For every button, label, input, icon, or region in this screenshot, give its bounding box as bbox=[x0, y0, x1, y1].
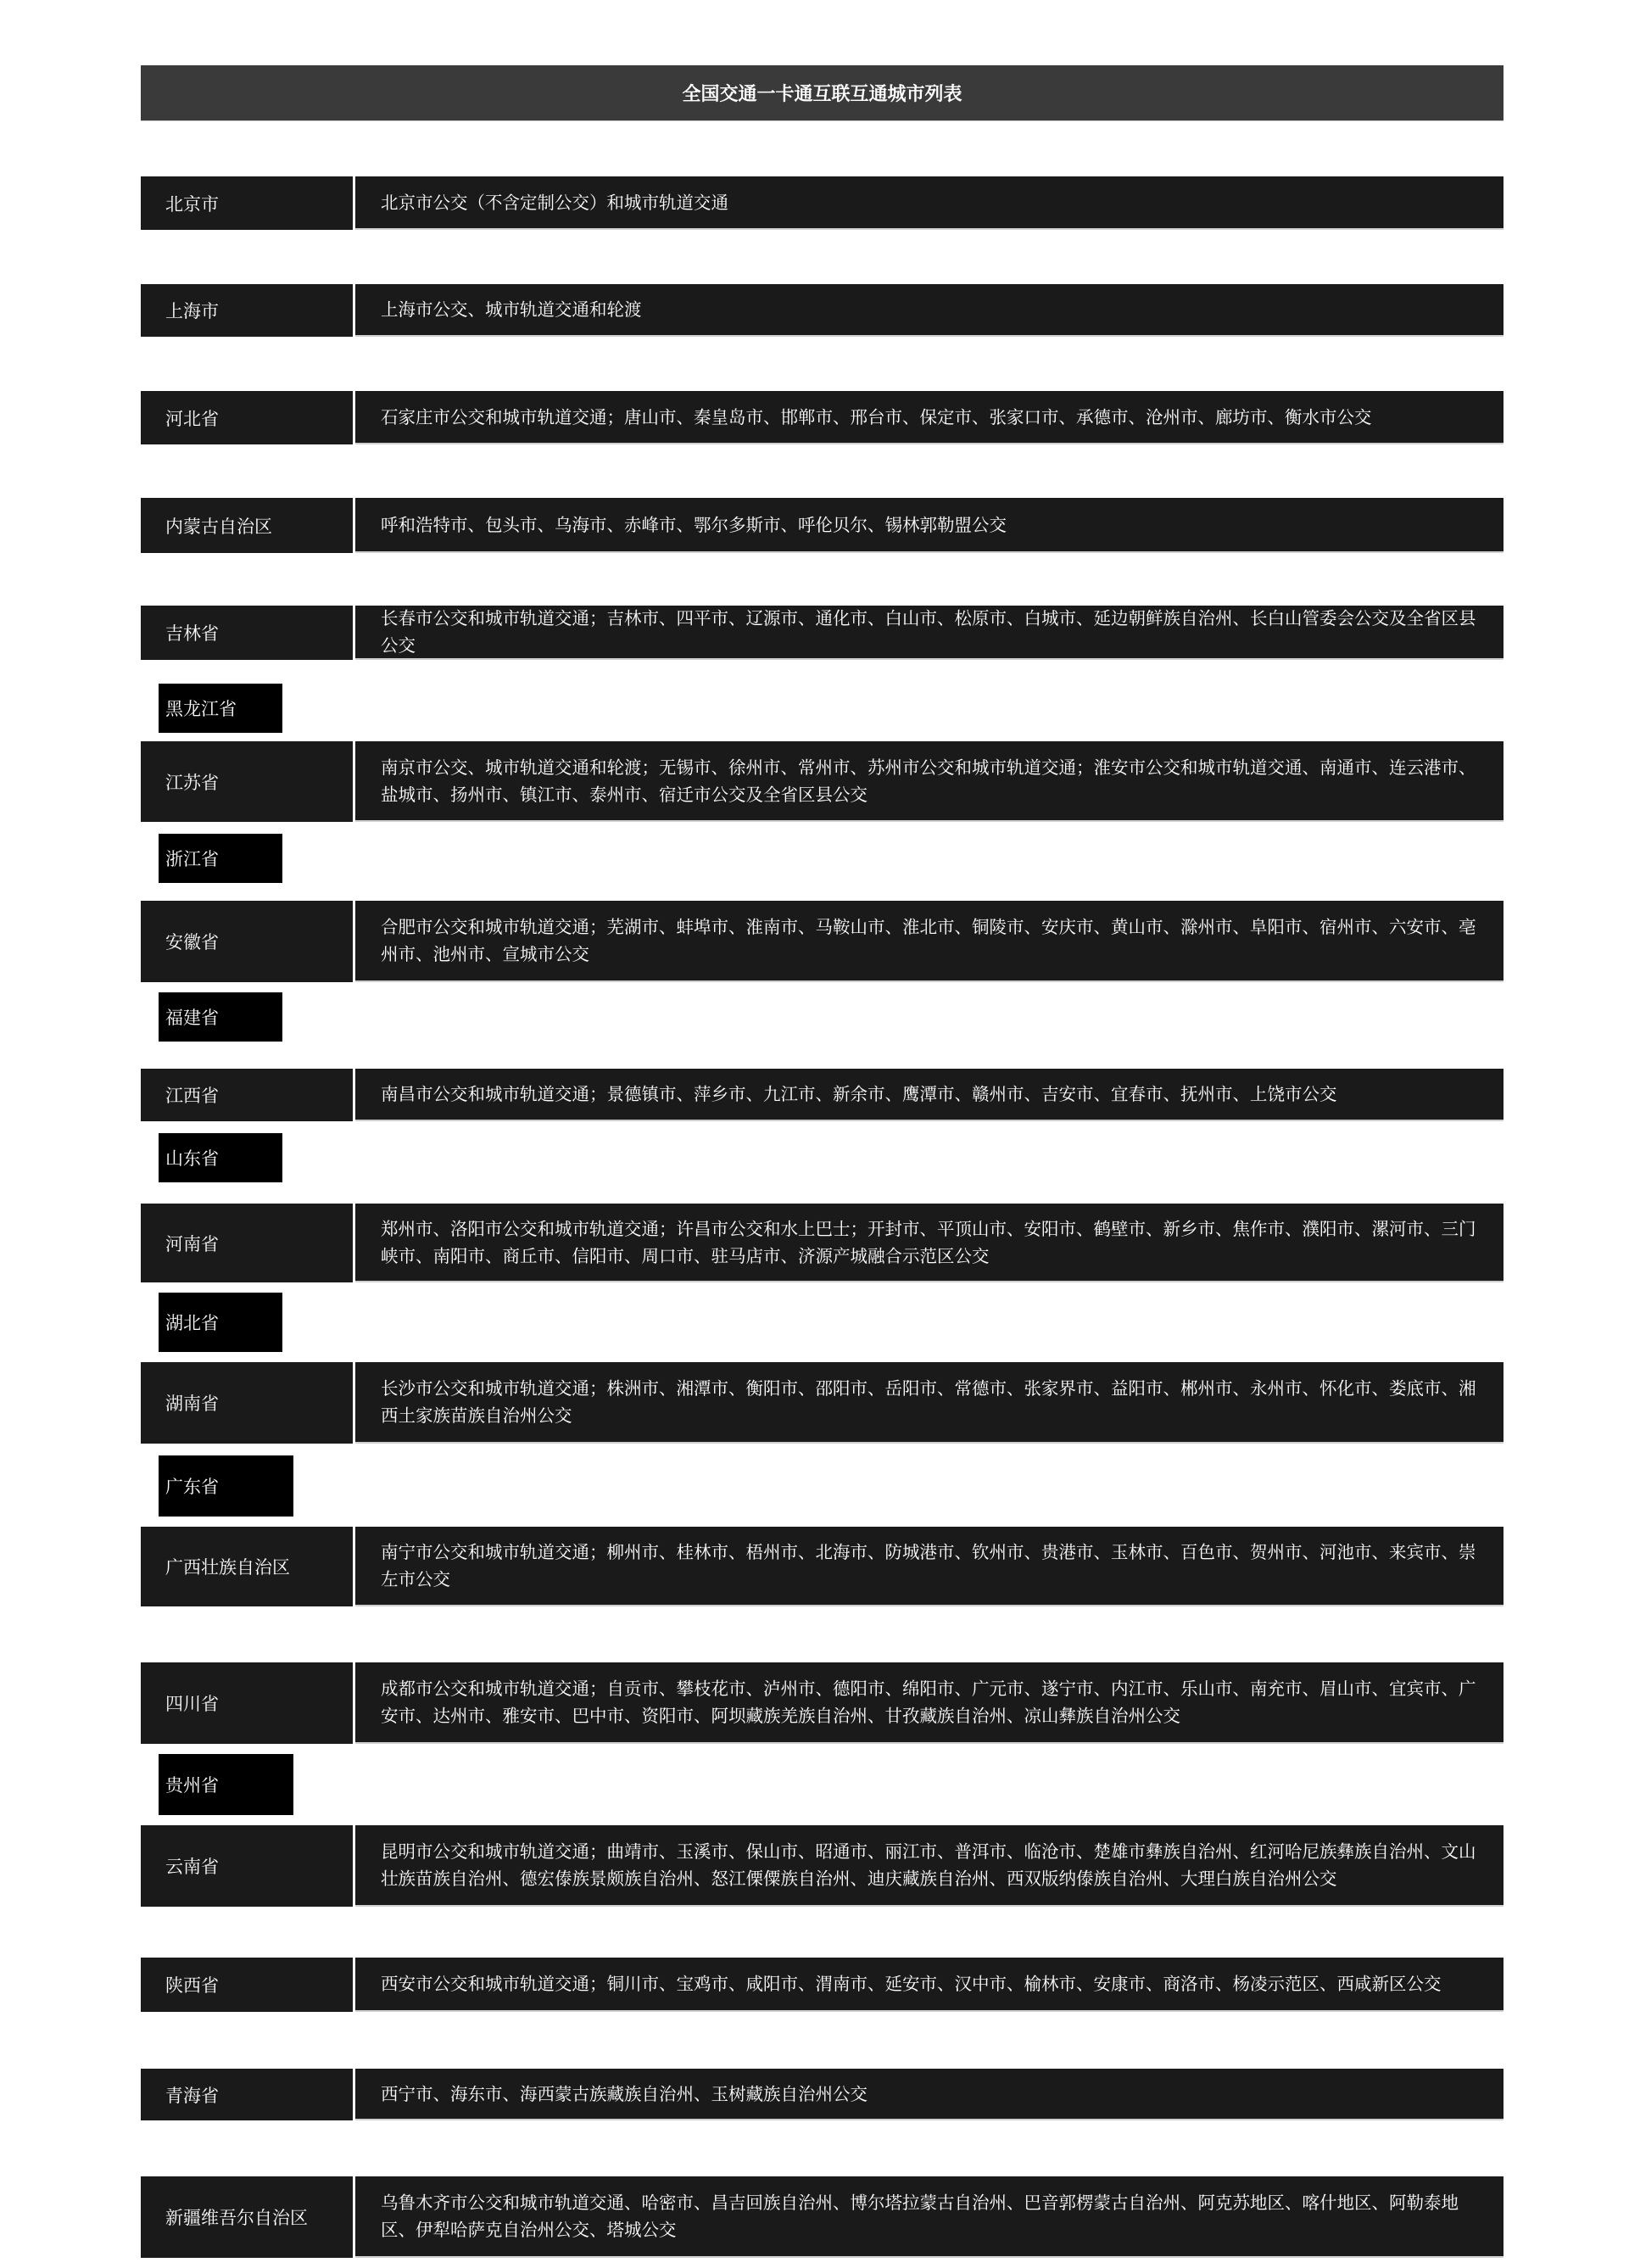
table-row-henan bbox=[141, 1204, 1503, 1282]
coverage-description: 南京市公交、城市轨道交通和轮渡；无锡市、徐州市、常州市、苏州市公交和城市轨道交通；淮安市公交和城市轨道交通、南通市、连云港市、盐城市、扬州市、镇江市、泰州市、宿迁市公交及全省区县公交 bbox=[355, 741, 1503, 822]
coverage-description: 北京市公交（不含定制公交）和城市轨道交通 bbox=[355, 176, 1503, 230]
province-tag-zhejiang: 浙江省 bbox=[159, 834, 282, 883]
coverage-description: 西宁市、海东市、海西蒙古族藏族自治州、玉树藏族自治州公交 bbox=[355, 2069, 1503, 2120]
table-row-hunan bbox=[141, 1362, 1503, 1444]
province-name: 广西壮族自治区 bbox=[141, 1527, 355, 1606]
table-row-jiangsu bbox=[141, 741, 1503, 822]
table-row-hebei bbox=[141, 391, 1503, 444]
province-tag-heilongjiang: 黑龙江省 bbox=[159, 684, 282, 733]
province-name: 吉林省 bbox=[141, 606, 355, 660]
coverage-description: 乌鲁木齐市公交和城市轨道交通、哈密市、昌吉回族自治州、博尔塔拉蒙古自治州、巴音郭楞蒙古自治州、阿克苏地区、喀什地区、阿勒泰地区、伊犁哈萨克自治州公交、塔城公交 bbox=[355, 2176, 1503, 2258]
province-name: 湖南省 bbox=[141, 1362, 355, 1444]
province-name: 陕西省 bbox=[141, 1958, 355, 2012]
coverage-description: 石家庄市公交和城市轨道交通；唐山市、秦皇岛市、邯郸市、邢台市、保定市、张家口市、承德市、沧州市、廊坊市、衡水市公交 bbox=[355, 391, 1503, 444]
coverage-description: 西安市公交和城市轨道交通；铜川市、宝鸡市、咸阳市、渭南市、延安市、汉中市、榆林市、安康市、商洛市、杨凌示范区、西咸新区公交 bbox=[355, 1958, 1503, 2012]
coverage-description: 合肥市公交和城市轨道交通；芜湖市、蚌埠市、淮南市、马鞍山市、淮北市、铜陵市、安庆市、黄山市、滁州市、阜阳市、宿州市、六安市、亳州市、池州市、宣城市公交 bbox=[355, 901, 1503, 982]
province-name: 安徽省 bbox=[141, 901, 355, 982]
province-name: 上海市 bbox=[141, 284, 355, 337]
table-row-guangxi bbox=[141, 1527, 1503, 1606]
province-name: 青海省 bbox=[141, 2069, 355, 2120]
province-name: 四川省 bbox=[141, 1662, 355, 1744]
province-tag-fujian: 福建省 bbox=[159, 992, 282, 1042]
province-name: 云南省 bbox=[141, 1825, 355, 1907]
province-tag-hubei: 湖北省 bbox=[159, 1293, 282, 1352]
table-row-jiangxi bbox=[141, 1069, 1503, 1121]
table-row-beijing bbox=[141, 176, 1503, 230]
table-row-shanghai bbox=[141, 284, 1503, 337]
coverage-description: 呼和浩特市、包头市、乌海市、赤峰市、鄂尔多斯市、呼伦贝尔、锡林郭勒盟公交 bbox=[355, 498, 1503, 553]
coverage-description: 昆明市公交和城市轨道交通；曲靖市、玉溪市、保山市、昭通市、丽江市、普洱市、临沧市、楚雄市彝族自治州、红河哈尼族彝族自治州、文山壮族苗族自治州、德宏傣族景颇族自治州、怒江傈僳族自治州、迪庆藏族自治州、西双版纳傣族自治州、大理白族自治州公交 bbox=[355, 1825, 1503, 1907]
province-tag-guangdong: 广东省 bbox=[159, 1455, 293, 1517]
table-row-yunnan bbox=[141, 1825, 1503, 1907]
coverage-description: 南昌市公交和城市轨道交通；景德镇市、萍乡市、九江市、新余市、鹰潭市、赣州市、吉安市、宜春市、抚州市、上饶市公交 bbox=[355, 1069, 1503, 1121]
coverage-description: 长春市公交和城市轨道交通；吉林市、四平市、辽源市、通化市、白山市、松原市、白城市、延边朝鲜族自治州、长白山管委会公交及全省区县公交 bbox=[355, 606, 1503, 660]
coverage-description: 上海市公交、城市轨道交通和轮渡 bbox=[355, 284, 1503, 337]
table-row-jilin bbox=[141, 606, 1503, 660]
table-row-shaanxi bbox=[141, 1958, 1503, 2012]
province-name: 河南省 bbox=[141, 1204, 355, 1282]
table-row-anhui bbox=[141, 901, 1503, 982]
table-row-qinghai bbox=[141, 2069, 1503, 2120]
table-row-inner-mongolia bbox=[141, 498, 1503, 553]
province-name: 江西省 bbox=[141, 1069, 355, 1121]
province-name: 北京市 bbox=[141, 176, 355, 230]
page-title: 全国交通一卡通互联互通城市列表 bbox=[141, 65, 1503, 121]
coverage-description: 南宁市公交和城市轨道交通；柳州市、桂林市、梧州市、北海市、防城港市、钦州市、贵港市、玉林市、百色市、贺州市、河池市、来宾市、崇左市公交 bbox=[355, 1527, 1503, 1606]
province-name: 新疆维吾尔自治区 bbox=[141, 2176, 355, 2258]
province-tag-guizhou: 贵州省 bbox=[159, 1754, 293, 1815]
coverage-description: 成都市公交和城市轨道交通；自贡市、攀枝花市、泸州市、德阳市、绵阳市、广元市、遂宁市、内江市、乐山市、南充市、眉山市、宜宾市、广安市、达州市、雅安市、巴中市、资阳市、阿坝藏族羌族自治州、甘孜藏族自治州、凉山彝族自治州公交 bbox=[355, 1662, 1503, 1744]
province-name: 江苏省 bbox=[141, 741, 355, 822]
table-row-sichuan bbox=[141, 1662, 1503, 1744]
province-name: 内蒙古自治区 bbox=[141, 498, 355, 553]
province-tag-shandong: 山东省 bbox=[159, 1133, 282, 1182]
coverage-description: 郑州市、洛阳市公交和城市轨道交通；许昌市公交和水上巴士；开封市、平顶山市、安阳市、鹤壁市、新乡市、焦作市、濮阳市、漯河市、三门峡市、南阳市、商丘市、信阳市、周口市、驻马店市、济源产城融合示范区公交 bbox=[355, 1204, 1503, 1282]
table-row-xinjiang bbox=[141, 2176, 1503, 2258]
coverage-description: 长沙市公交和城市轨道交通；株洲市、湘潭市、衡阳市、邵阳市、岳阳市、常德市、张家界市、益阳市、郴州市、永州市、怀化市、娄底市、湘西土家族苗族自治州公交 bbox=[355, 1362, 1503, 1444]
province-name: 河北省 bbox=[141, 391, 355, 444]
